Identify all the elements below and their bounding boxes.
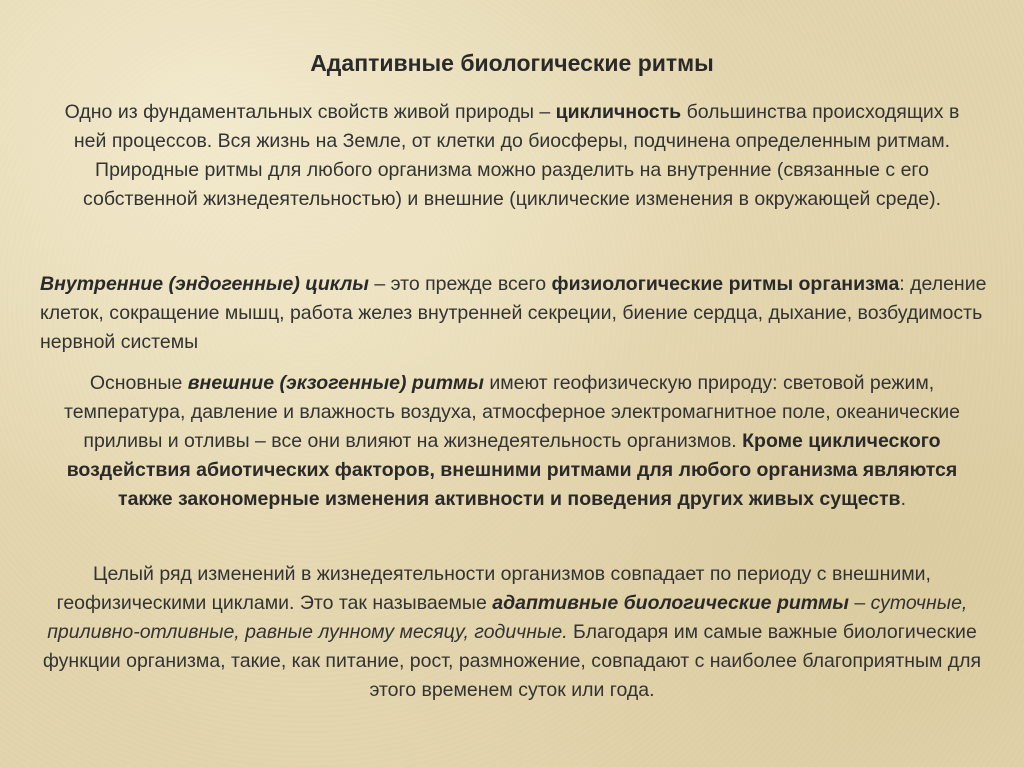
term-adaptive-rhythms: адаптивные биологические ритмы bbox=[492, 592, 849, 614]
emphasis-rhythm-types: суточные, приливно-отливные, равные лунному месяцу, годичные. bbox=[47, 592, 968, 643]
text-run: имеют геофизическую природу: световой режим, температура, давление и влажность воздуха, атмосферное электромагнитное поле, океанические приливы и отливы – все они влияют на жизнедеятельность организмов. bbox=[63, 372, 960, 452]
paragraph-cyclicity bbox=[52, 98, 972, 214]
text-run: – bbox=[848, 592, 871, 614]
paragraph-external-rhythms bbox=[44, 369, 980, 514]
text-run: – это прежде всего bbox=[368, 273, 552, 295]
emphasis-physiological-rhythms: физиологические ритмы организма bbox=[551, 273, 900, 295]
emphasis-biotic-rhythms: Кроме циклического воздействия абиотических факторов, внешними ритмами для любого организма являются также закономерные изменения активности и поведения других живых существ bbox=[66, 430, 958, 510]
term-internal-cycles: Внутренние (эндогенные) циклы bbox=[40, 273, 369, 295]
text-run: Одно из фундаментальных свойств живой природы – bbox=[64, 101, 556, 123]
emphasis-cyclicity: цикличность bbox=[555, 101, 682, 123]
text-run: : деление клеток, сокращение мышц, работа желез внутренней секреции, биение сердца, дыхание, возбудимость нервной системы bbox=[40, 273, 987, 353]
text-run: Основные bbox=[89, 372, 188, 394]
slide-title: Адаптивные биологические ритмы bbox=[310, 50, 714, 76]
paragraph-internal-cycles bbox=[40, 270, 990, 357]
text-run: Благодаря им самые важные биологические функции организма, такие, как питание, рост, размножение, совпадают с наиболее благоприятным для этого временем суток или года. bbox=[42, 621, 982, 701]
term-external-rhythms: внешние (экзогенные) ритмы bbox=[187, 372, 484, 394]
paragraph-adaptive-rhythms bbox=[34, 560, 990, 705]
text-run: большинства происходящих в ней процессов. Вся жизнь на Земле, от клетки до биосферы, подчинена определенным ритмам. Природные ритмы для любого организма можно разделить на внутренние (связанные с его собственной жизнедеятельностью) и внешние (циклические изменения в окружающей среде). bbox=[73, 101, 960, 210]
text-run: . bbox=[900, 488, 906, 510]
text-run: Целый ряд изменений в жизнедеятельности организмов совпадает по периоду с внешними, геофизическими циклами. Это так называемые bbox=[56, 563, 931, 614]
